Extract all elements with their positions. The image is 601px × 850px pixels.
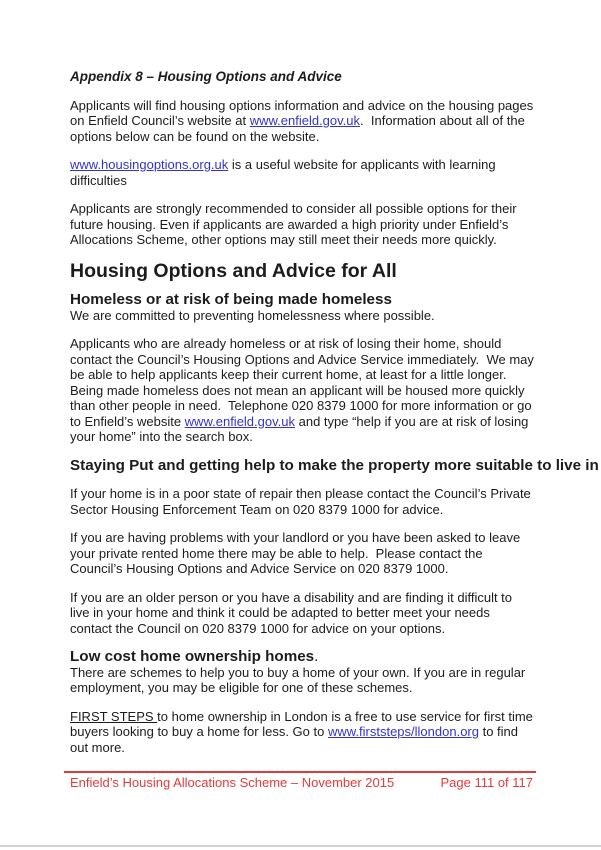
page-bottom-edge [0, 845, 601, 847]
intro-text-pre: Applicants will find housing options information and advice on the housing pages on Enfield Council’s website at [70, 97, 537, 128]
housingoptions-text: is a useful website for applicants with learning difficulties [70, 157, 500, 188]
homeless-body-post: and type “help if you are at risk of losing your home” into the search box. [70, 413, 533, 444]
paragraph-low-cost-body: There are schemes to help you to buy a home of your own. If you are in regular employment, you may be eligible for one of these schemes. [70, 664, 529, 695]
housingoptions-link[interactable]: www.housingoptions.org.uk [70, 157, 229, 172]
first-steps-mid: to home ownership in London is a free to use service for first time buyers looking to buy a home for less. Go to [70, 708, 537, 739]
page-footer [64, 771, 536, 791]
footer-document-title: Enfield’s Housing Allocations Scheme – November 2015 [70, 775, 395, 790]
section-heading-housing-options: Housing Options and Advice for All [70, 259, 397, 282]
paragraph-homeless-intro: We are committed to preventing homelessness where possible. [70, 307, 435, 323]
paragraph-older-person: If you are an older person or you have a disability and are finding it difficult to live in your home and think it could be adapted to better meet your needs contact the Council on 020 8379 1000 for advice on your options. [70, 589, 516, 636]
enfield-website-link-2[interactable]: www.enfield.gov.uk [184, 413, 295, 429]
paragraph-landlord: If you are having problems with your landlord or you have been asked to leave your private rented home there may be able to help. Please contact the Council’s Housing Options and Advice Service on 020 8379 1000. [70, 530, 524, 576]
appendix-title: Appendix 8 – Housing Options and Advice [70, 69, 342, 84]
firststeps-link[interactable]: www.firststeps/llondon.org [327, 724, 479, 739]
heading-low-cost-ownership [70, 649, 534, 665]
first-steps-post: to find out more. [70, 724, 522, 755]
homeless-body-pre: Applicants who are already homeless or at risk of losing their home, should contact the Council’s Housing Options and Advice Service immediately. We may be able to help applicants keep their current home, at least for a little longer. Being made homeless does not mean an applicant will be housed more quickly than other people in need. Telephone 020 8379 1000 for more information or go to Enfield’s website [70, 336, 538, 429]
paragraph-recommend: Applicants are strongly recommended to consider all possible options for their future housing. Even if applicants are awarded a high priority under Enfield’s Allocations Scheme, other options may still meet their needs more quickly. [70, 201, 521, 247]
enfield-website-link[interactable]: www.enfield.gov.uk [249, 113, 361, 128]
low-cost-heading-period: . [314, 648, 319, 665]
paragraph-intro [70, 97, 537, 145]
footer-page-number: Page 111 of 117 [440, 775, 533, 790]
paragraph-housingoptions [70, 157, 534, 188]
intro-text-post: . Information about all of the options below can be found on the website. [70, 113, 529, 144]
paragraph-first-steps [70, 708, 537, 756]
heading-staying-put: Staying Put and getting help to make the property more suitable to live in [70, 456, 599, 474]
heading-homeless: Homeless or at risk of being made homeless [70, 291, 392, 308]
paragraph-homeless-body [70, 336, 538, 445]
document-content [70, 69, 599, 768]
low-cost-heading-text: Low cost home ownership homes [70, 648, 315, 665]
first-steps-lead: FIRST STEPS [70, 708, 158, 724]
paragraph-repair: If your home is in a poor state of repair then please contact the Council’s Private Sector Housing Enforcement Team on 020 8379 1000 for advice. [70, 486, 535, 517]
